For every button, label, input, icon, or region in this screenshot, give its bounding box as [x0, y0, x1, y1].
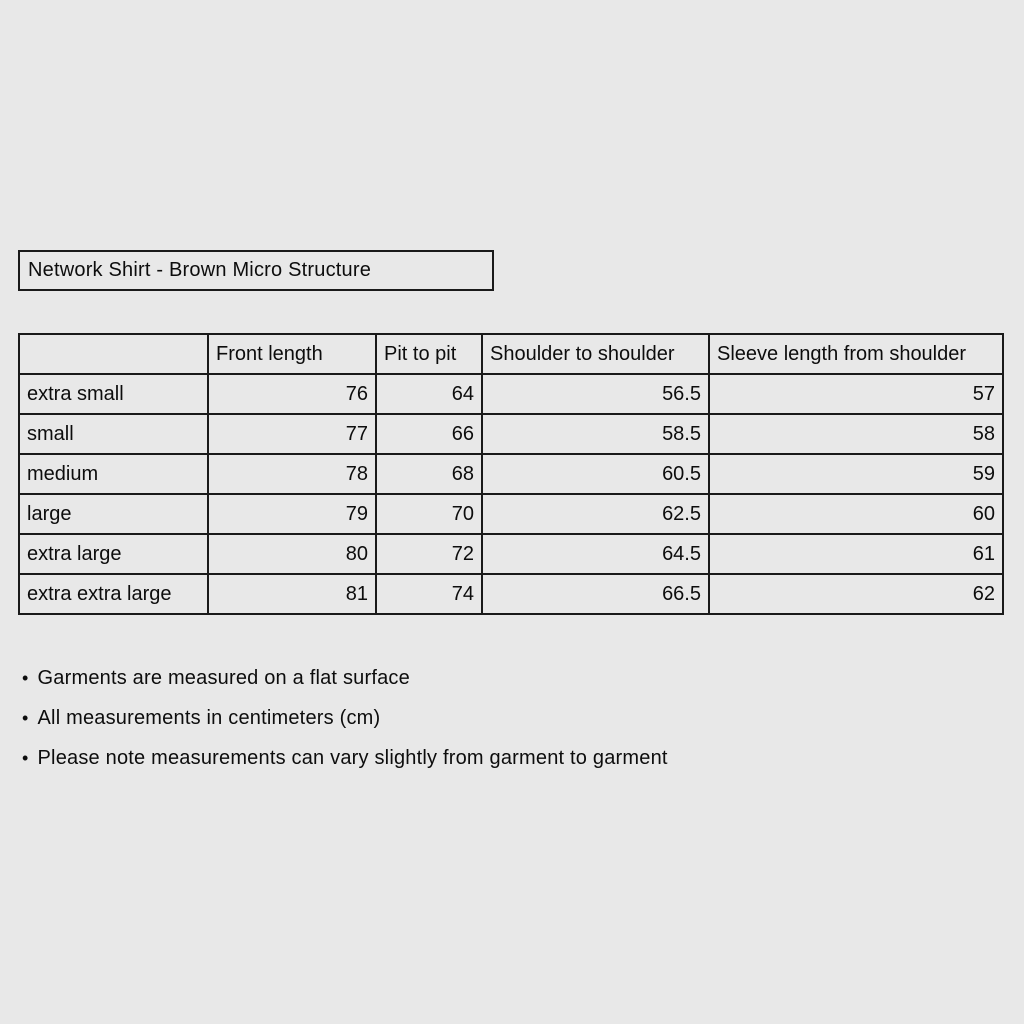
- pit-to-pit-value: 64: [376, 374, 482, 414]
- shoulder-value: 58.5: [482, 414, 709, 454]
- bullet-icon: •: [22, 747, 29, 768]
- shoulder-value: 56.5: [482, 374, 709, 414]
- product-title-box: [18, 250, 494, 291]
- sleeve-value: 62: [709, 574, 1003, 614]
- front-length-value: 78: [208, 454, 376, 494]
- table-row-medium: [19, 454, 1003, 494]
- pit-to-pit-value: 74: [376, 574, 482, 614]
- front-length-value: 80: [208, 534, 376, 574]
- sleeve-value: 59: [709, 454, 1003, 494]
- pit-to-pit-value: 70: [376, 494, 482, 534]
- sleeve-value: 57: [709, 374, 1003, 414]
- sleeve-value: 58: [709, 414, 1003, 454]
- front-length-value: 76: [208, 374, 376, 414]
- table-row-extra-small: [19, 374, 1003, 414]
- note-text: All measurements in centimeters (cm): [37, 706, 381, 729]
- note-flat-surface: [22, 658, 668, 698]
- table-row-extra-large: [19, 534, 1003, 574]
- pit-to-pit-value: 72: [376, 534, 482, 574]
- size-label: small: [19, 414, 208, 454]
- front-length-value: 79: [208, 494, 376, 534]
- size-label: large: [19, 494, 208, 534]
- header-pit-to-pit: Pit to pit: [376, 334, 482, 374]
- table-row-extra-extra-large: [19, 574, 1003, 614]
- product-title: Network Shirt - Brown Micro Structure: [28, 259, 372, 281]
- shoulder-value: 64.5: [482, 534, 709, 574]
- shoulder-value: 66.5: [482, 574, 709, 614]
- pit-to-pit-value: 68: [376, 454, 482, 494]
- size-label: extra small: [19, 374, 208, 414]
- sleeve-value: 60: [709, 494, 1003, 534]
- table-header-row: [19, 334, 1003, 374]
- shoulder-value: 60.5: [482, 454, 709, 494]
- front-length-value: 77: [208, 414, 376, 454]
- table-row-small: [19, 414, 1003, 454]
- note-text: Please note measurements can vary slightly from garment to garment: [37, 746, 668, 769]
- header-shoulder-to-shoulder: Shoulder to shoulder: [482, 334, 709, 374]
- table-row-large: [19, 494, 1003, 534]
- bullet-icon: •: [22, 707, 29, 728]
- header-size-blank: [19, 334, 208, 374]
- size-label: extra large: [19, 534, 208, 574]
- front-length-value: 81: [208, 574, 376, 614]
- sleeve-value: 61: [709, 534, 1003, 574]
- size-chart-table: [18, 333, 1004, 615]
- note-text: Garments are measured on a flat surface: [37, 666, 410, 689]
- measurement-notes: [22, 658, 668, 778]
- header-sleeve-length: Sleeve length from shoulder: [709, 334, 1003, 374]
- pit-to-pit-value: 66: [376, 414, 482, 454]
- size-label: medium: [19, 454, 208, 494]
- note-centimeters: [22, 698, 668, 738]
- shoulder-value: 62.5: [482, 494, 709, 534]
- header-front-length: Front length: [208, 334, 376, 374]
- note-vary-slightly: [22, 738, 668, 778]
- size-label: extra extra large: [19, 574, 208, 614]
- bullet-icon: •: [22, 667, 29, 688]
